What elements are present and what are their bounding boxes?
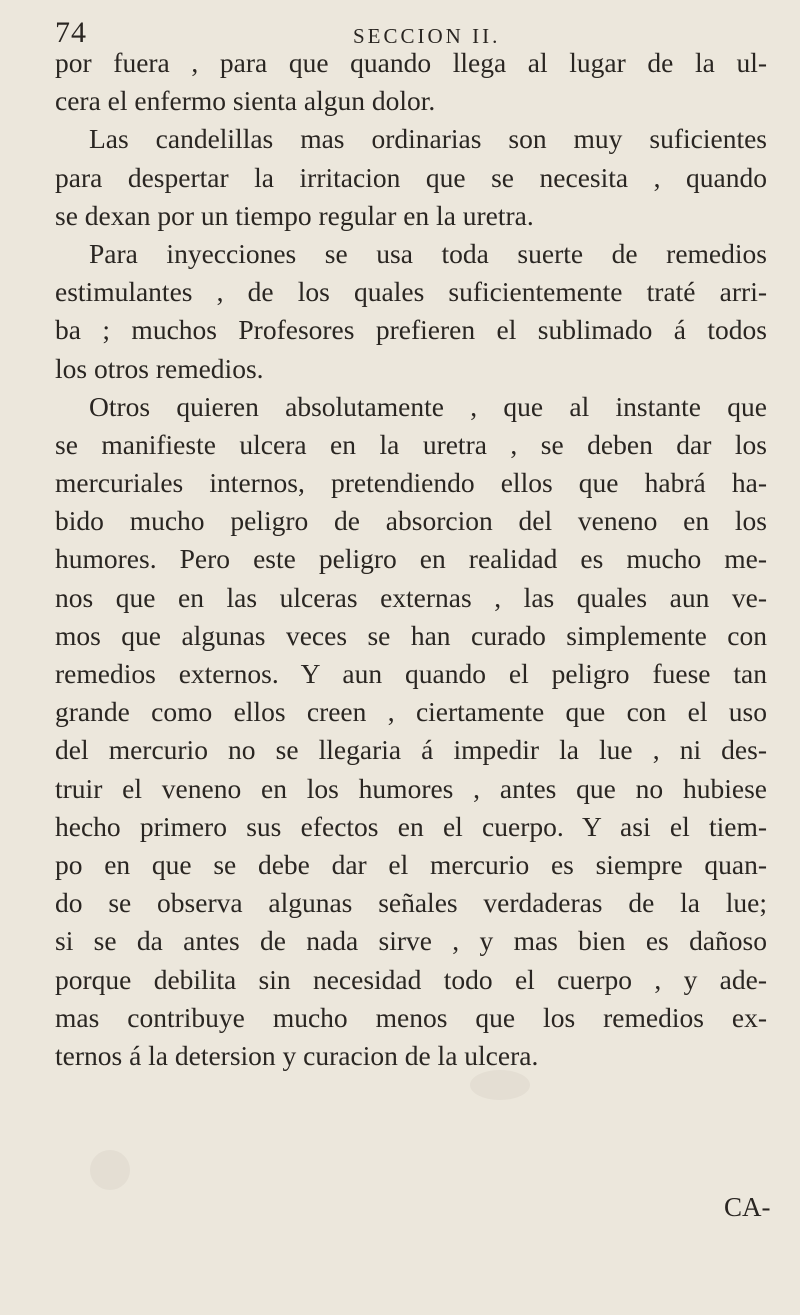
text-line: nos que en las ulceras externas , las quales aun ve- — [55, 581, 767, 613]
text-line: se manifieste ulcera en la uretra , se deben dar los — [55, 428, 767, 460]
running-head: SECCION II. — [353, 24, 501, 48]
text-line: para despertar la irritacion que se necesita , quando — [55, 161, 767, 193]
text-line: remedios externos. Y aun quando el peligro fuese tan — [55, 658, 767, 689]
text-line: del mercurio no se llegaria á impedir la lue , ni des- — [55, 734, 767, 766]
body-text — [55, 44, 767, 1075]
text-line: los otros remedios. — [55, 352, 264, 384]
text-line: po en que se debe dar el mercurio es siempre quan- — [55, 848, 767, 880]
text-line: Para inyecciones se usa toda suerte de remedios — [89, 237, 767, 269]
text-line: porque debilita sin necesidad todo el cuerpo , y ade- — [55, 963, 767, 995]
text-line: estimulantes , de los quales suficientemente traté arri- — [55, 276, 767, 308]
text-line: grande como ellos creen , ciertamente que con el uso — [55, 696, 767, 728]
text-line: bido mucho peligro de absorcion del veneno en los — [55, 505, 767, 537]
page-number: 74 — [55, 16, 87, 49]
text-line: ba ; muchos Profesores prefieren el sublimado á todos — [55, 314, 767, 346]
catchword: CA- — [724, 1192, 771, 1222]
text-line: si se da antes de nada sirve , y mas bien es dañoso — [55, 925, 767, 957]
text-line: mos que algunas veces se han curado simplemente con — [55, 619, 767, 651]
text-line: do se observa algunas señales verdaderas de la lue; — [55, 887, 767, 919]
text-line: por fuera , para que quando llega al lugar de la ul- — [55, 47, 767, 78]
text-line: truir el veneno en los humores , antes que no hubiese — [55, 772, 767, 804]
text-line: ternos á la detersion y curacion de la ulcera. — [55, 1039, 539, 1071]
text-line: hecho primero sus efectos en el cuerpo. Y asi el tiem- — [55, 810, 767, 842]
text-line: se dexan por un tiempo regular en la uretra. — [55, 199, 534, 231]
text-line: cera el enfermo sienta algun dolor. — [55, 85, 436, 117]
text-line: mas contribuye mucho menos que los remedios ex- — [55, 1001, 767, 1033]
text-line: Otros quieren absolutamente , que al instante que — [89, 390, 767, 422]
text-line: mercuriales internos, pretendiendo ellos que habrá ha- — [55, 467, 767, 499]
paper-stain — [90, 1150, 130, 1190]
text-line: humores. Pero este peligro en realidad es mucho me- — [55, 543, 767, 575]
text-line: Las candelillas mas ordinarias son muy suficientes — [89, 123, 767, 155]
